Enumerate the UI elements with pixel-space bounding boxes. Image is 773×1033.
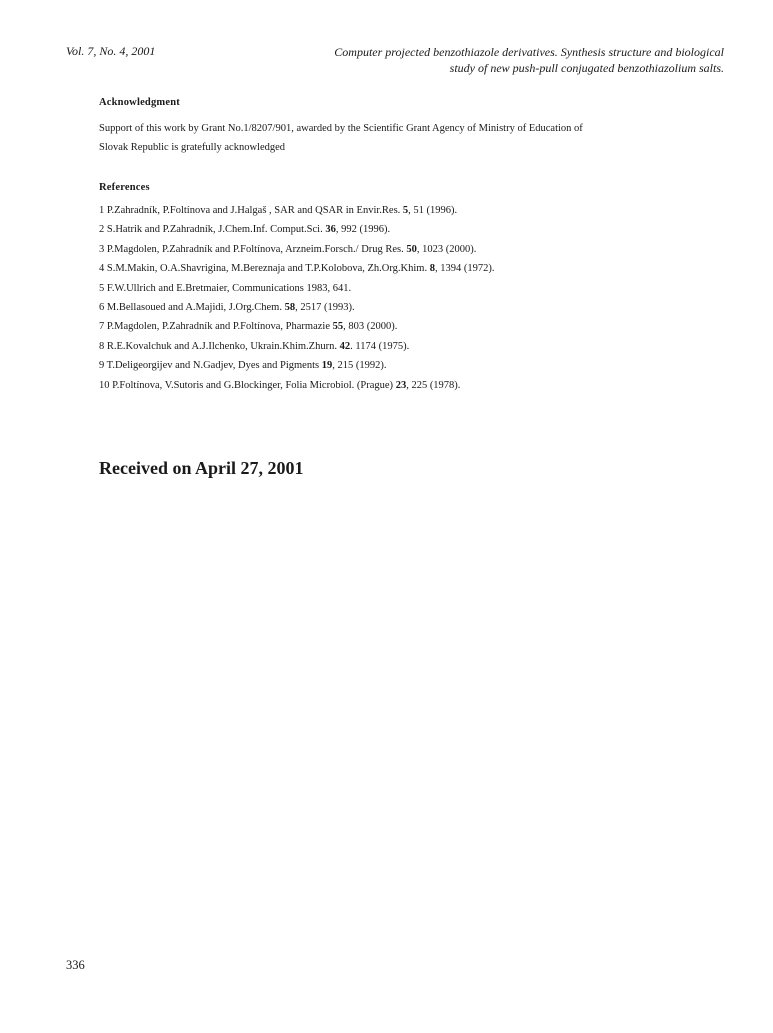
reference-item: 4 S.M.Makin, O.A.Shavrigina, M.Bereznaja and T.P.Kolobova, Zh.Org.Khim. 8, 1394 (1972). [99, 263, 495, 275]
reference-item: 2 S.Hatrik and P.Zahradník, J.Chem.Inf. Comput.Sci. 36, 992 (1996). [99, 224, 391, 236]
reference-item: 8 R.E.Kovalchuk and A.J.Ilchenko, Ukrain.Khim.Zhurn. 42. 1174 (1975). [99, 340, 410, 352]
reference-item: 7 P.Magdolen, P.Zahradník and P.Foltínova, Pharmazie 55, 803 (2000). [99, 321, 398, 333]
acknowledgment-heading: Acknowledgment [99, 97, 180, 108]
reference-item: 9 T.Deligeorgijev and N.Gadjev, Dyes and Pigments 19, 215 (1992). [99, 360, 387, 372]
running-header-title [254, 44, 724, 76]
reference-item: 1 P.Zahradník, P.Foltínova and J.Halgaš , SAR and QSAR in Envir.Res. 5, 51 (1996). [99, 205, 458, 216]
acknowledgment-text [99, 119, 719, 157]
page-number: 336 [66, 958, 85, 972]
reference-item: 5 F.W.Ullrich and E.Bretmaier, Communications 1983, 641. [99, 282, 352, 294]
acknowledgment-line-2: Slovak Republic is gratefully acknowledged [99, 142, 286, 153]
acknowledgment-line-1: Support of this work by Grant No.1/8207/901, awarded by the Scientific Grant Agency of Ministry of Education of [99, 123, 583, 134]
running-header-volume: Vol. 7, No. 4, 2001 [66, 44, 156, 58]
reference-item: 10 P.Foltínova, V.Sutoris and G.Blockinger, Folia Microbiol. (Prague) 23, 225 (1978). [99, 379, 461, 391]
references-heading: References [99, 182, 150, 193]
reference-item: 6 M.Bellasoued and A.Majidi, J.Org.Chem. 58, 2517 (1993). [99, 302, 355, 314]
running-header-title-line-1: Computer projected benzothiazole derivatives. Synthesis structure and biological [334, 45, 724, 59]
received-date: Received on April 27, 2001 [99, 458, 304, 478]
reference-item: 3 P.Magdolen, P.Zahradník and P.Foltínova, Arzneim.Forsch./ Drug Res. 50, 1023 (2000). [99, 243, 477, 255]
running-header-title-line-2: study of new push-pull conjugated benzothiazolium salts. [449, 61, 724, 75]
reference-list [99, 201, 719, 395]
